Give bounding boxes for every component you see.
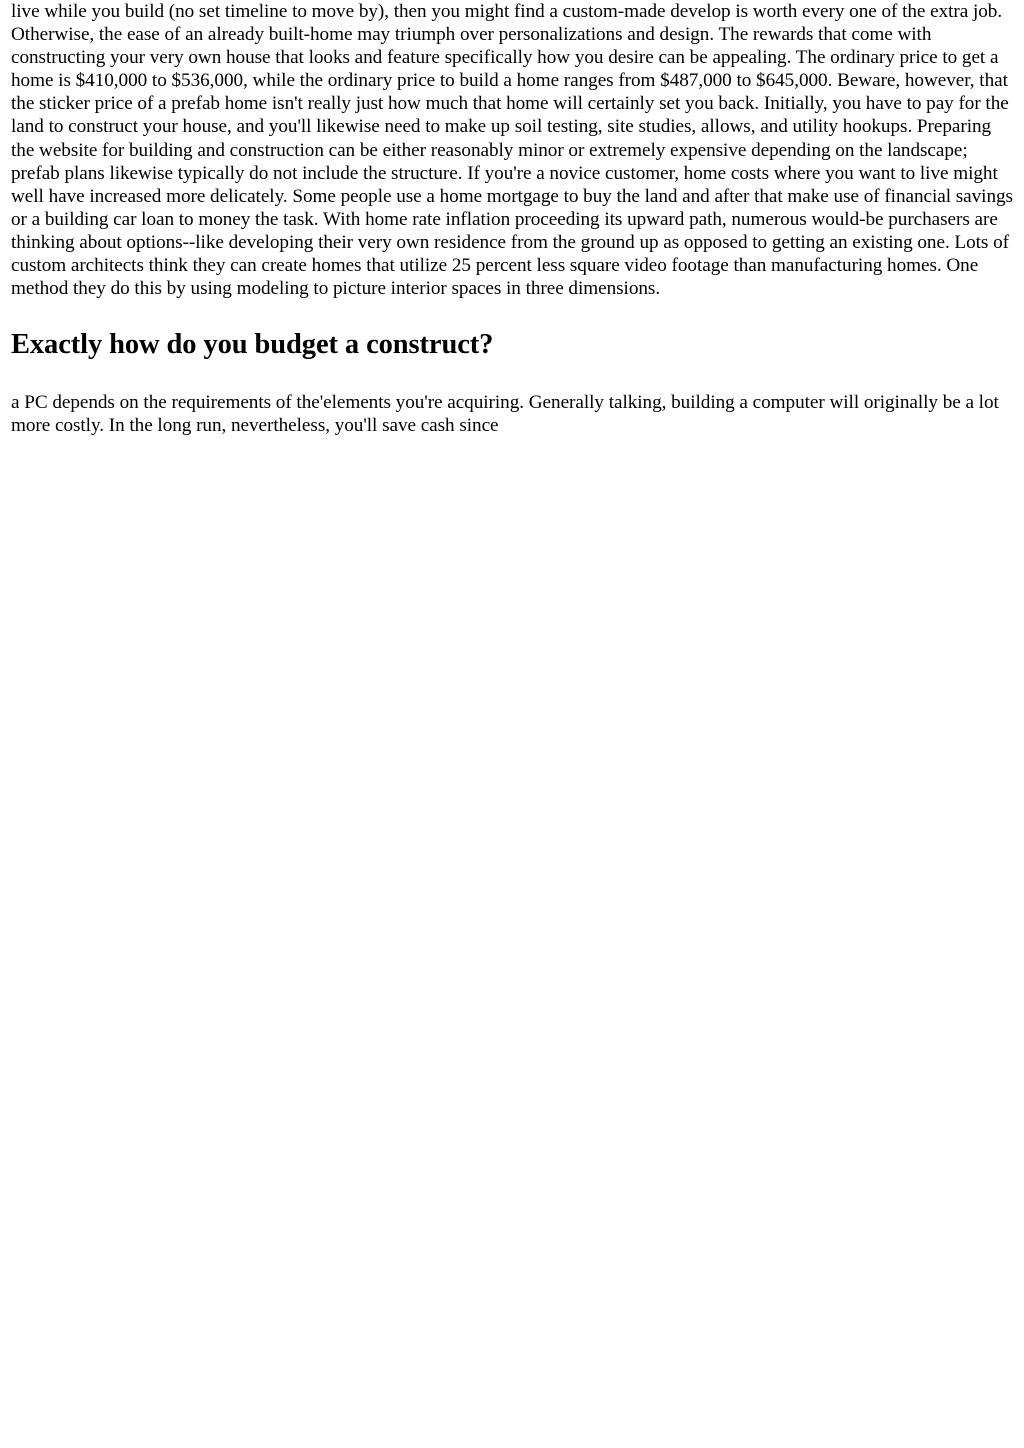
article-paragraph: live while you build (no set timeline to move by), then you might find a custom-made develop is worth every one of the extra job. Otherwise, the ease of an already built-home may triumph over personalizations and design. The rewards that come with constructing your very own house that looks and feature specifically how you desire can be appealing. The ordinary price to get a home is $410,000 to $536,000, while the ordinary price to build a home ranges from $487,000 to $645,000. Beware, however, that the sticker price of a prefab home isn't really just how much that home will certainly set you back. Initially, you have to pay for the land to construct your house, and you'll likewise need to make up soil testing, site studies, allows, and utility hookups. Preparing the website for building and construction can be either reasonably minor or extremely expensive depending on the landscape; prefab plans likewise typically do not include the structure. If you're a novice customer, home costs where you want to live might well have increased more delicately. Some people use a home mortgage to buy the land and after that make use of financial savings or a building car loan to money the task. With home rate inflation proceeding its upward path, numerous would-be purchasers are thinking about options--like developing their very own residence from the ground up as opposed to getting an existing one. Lots of custom architects think they can create homes that utilize 25 percent less square video footage than manufacturing homes. One method they do this by using modeling to picture interior spaces in three dimensions. [11, 1, 1013, 300]
article-paragraph: a PC depends on the requirements of the'elements you're acquiring. Generally talking, building a computer will originally be a lot more costly. In the long run, nevertheless, you'll save cash since [11, 392, 999, 437]
section-heading: Exactly how do you budget a construct? [11, 329, 494, 361]
